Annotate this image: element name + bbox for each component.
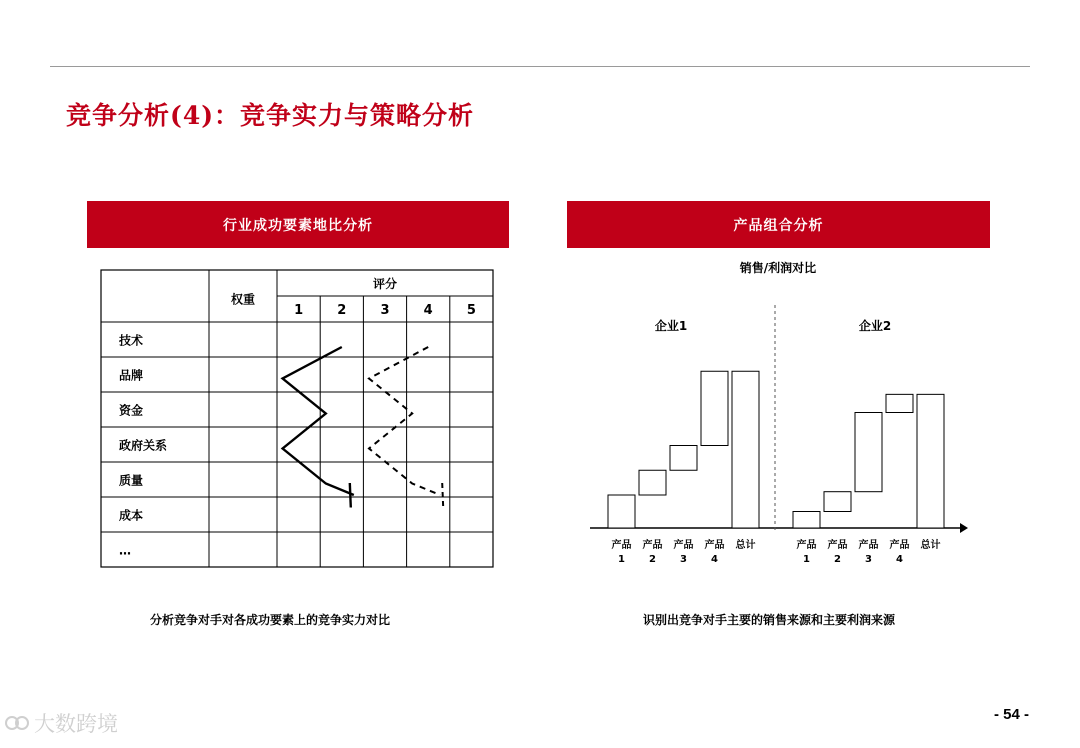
page-title: 竞争分析(4)：竞争实力与策略分析: [66, 101, 475, 130]
waterfall-bar: [608, 495, 635, 528]
right-panel-header: 产品组合分析: [567, 201, 990, 248]
watermark-text: 大数跨境: [34, 712, 118, 736]
competitor-profile-solid-cost-tick: [350, 483, 351, 508]
x-tick-label: 产品: [673, 540, 694, 551]
factor-row-label: 质量: [119, 473, 144, 488]
factor-row-label: 政府关系: [119, 438, 168, 453]
x-tick-label: 产品: [704, 540, 725, 551]
x-tick-label: 4: [711, 554, 718, 565]
watermark-logo-icon: [4, 712, 30, 734]
company-name: 企业1: [654, 319, 688, 333]
left-panel-caption: 分析竞争对手对各成功要素上的竞争实力对比: [150, 613, 391, 627]
waterfall-bar: [824, 492, 851, 512]
factor-row-label: 资金: [119, 403, 144, 418]
score-header: 评分: [372, 277, 398, 291]
top-divider: [50, 66, 1030, 67]
x-tick-label: 总计: [920, 540, 941, 551]
score-column-label: 1: [294, 303, 304, 318]
weight-header: 权重: [230, 292, 256, 307]
score-column-label: 5: [466, 303, 476, 318]
x-tick-label: 产品: [889, 540, 910, 551]
x-tick-label: 1: [618, 554, 625, 565]
x-tick-label: 产品: [642, 540, 663, 551]
x-tick-label: 3: [680, 554, 687, 565]
competitor-profile-solid: [283, 347, 354, 495]
product-portfolio-chart: [575, 255, 975, 575]
factor-row-label: 品牌: [119, 368, 144, 383]
x-tick-label: 产品: [858, 540, 879, 551]
x-tick-label: 2: [649, 554, 656, 565]
right-panel-caption: 识别出竞争对手主要的销售来源和主要利润来源: [643, 613, 896, 627]
x-axis-arrow-icon: [960, 523, 968, 533]
left-panel-header: 行业成功要素地比分析: [87, 201, 509, 248]
competitor-profile-dashed: [369, 347, 440, 495]
total-bar: [917, 394, 944, 528]
waterfall-bar: [793, 512, 820, 529]
x-tick-label: 产品: [796, 540, 817, 551]
page-number: - 54 -: [994, 706, 1030, 723]
factor-row-label: 成本: [119, 508, 144, 523]
score-column-label: 4: [423, 303, 433, 318]
total-bar: [732, 371, 759, 528]
x-tick-label: 总计: [735, 540, 756, 551]
x-tick-label: 3: [865, 554, 872, 565]
company-name: 企业2: [858, 319, 892, 333]
success-factor-table: [95, 265, 500, 573]
waterfall-bar: [670, 446, 697, 471]
score-column-label: 2: [337, 303, 347, 318]
watermark: [4, 708, 118, 738]
x-tick-label: 1: [803, 554, 810, 565]
x-tick-label: 产品: [611, 540, 632, 551]
factor-row-label: …: [119, 543, 131, 558]
x-tick-label: 产品: [827, 540, 848, 551]
waterfall-bar: [639, 470, 666, 495]
x-tick-label: 2: [834, 554, 841, 565]
waterfall-bar: [855, 413, 882, 492]
x-tick-label: 4: [896, 554, 903, 565]
chart-subtitle: 销售/利润对比: [739, 261, 817, 275]
factor-row-label: 技术: [119, 333, 144, 348]
competitor-profile-dashed-cost-tick: [442, 483, 443, 508]
score-column-label: 3: [380, 303, 390, 318]
waterfall-bar: [701, 371, 728, 445]
waterfall-bar: [886, 394, 913, 412]
